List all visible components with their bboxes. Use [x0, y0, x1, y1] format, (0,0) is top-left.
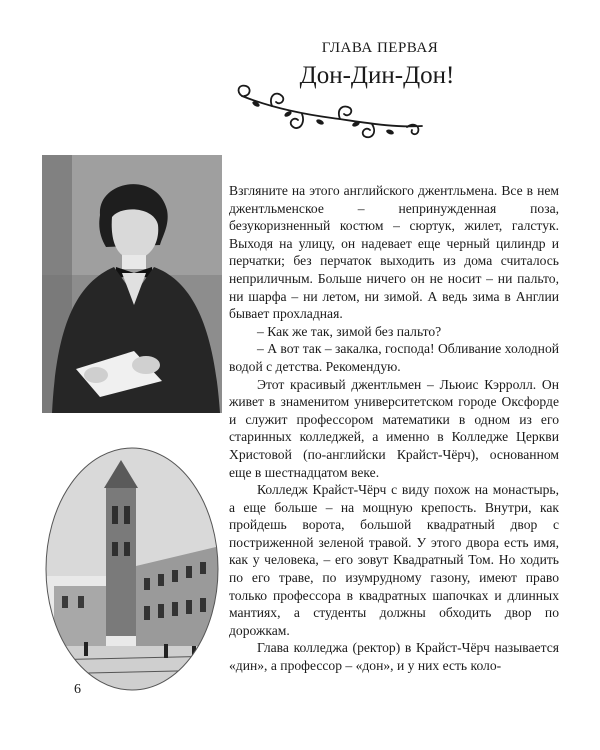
portrait-photo	[42, 155, 222, 413]
paragraph: Этот красивый джентльмен – Льюис Кэрролл. Он живет в знаменитом университетском городе Оксфорде и служит профессором математики в одном из его старинных колледжей, а именно в Колледже Церкви Христовой (по-английски Крайст-Чёрч), основанном еще в шестнадцатом веке.	[229, 376, 559, 480]
paragraph: Глава колледжа (ректор) в Крайст-Чёрч называется «дин», а профессор – «дон», и у них есть коло-	[229, 640, 559, 674]
decorative-flourish	[232, 78, 432, 142]
chapter-label: ГЛАВА ПЕРВАЯ	[321, 40, 439, 56]
paragraph: – А вот так – закалка, господа! Обливание холодной водой с детства. Рекомендую.	[229, 341, 560, 374]
paragraph: Колледж Крайст-Чёрч с виду похож на монастырь, а еще больше – на мощную крепость. Внутри, как пройдешь ворота, большой квадратный двор с постриженной зеленой травой. У этого двора есть имя, как у человека, – его зовут Квадратный Том. Но ходить по его траве, по изумрудному газону, имеют право только профессора в квадратных шапочках и длинных мантиях, а студенты должны обходить двор по дорожкам.	[229, 482, 559, 638]
paragraph: Взгляните на этого английского джентльмена. Все в нем джентльменское – непринужденная поза, безукоризненный костюм – сюртук, жилет, галстук. Выходя на улицу, он надевает еще черный цилиндр и перчатки; без перчаток выходить из дома считалось неприличным. Больше ничего он не носит – ни пальто, ни шарфа – ни летом, ни зимой. А ведь зима в Англии бывает прохладная.	[229, 183, 559, 322]
body-text	[229, 182, 559, 675]
college-engraving	[44, 446, 220, 692]
page-number: 6	[74, 682, 81, 697]
chapter-title: Дон-Дин-Дон!	[299, 62, 455, 89]
paragraph: – Как же так, зимой без пальто?	[257, 323, 442, 339]
